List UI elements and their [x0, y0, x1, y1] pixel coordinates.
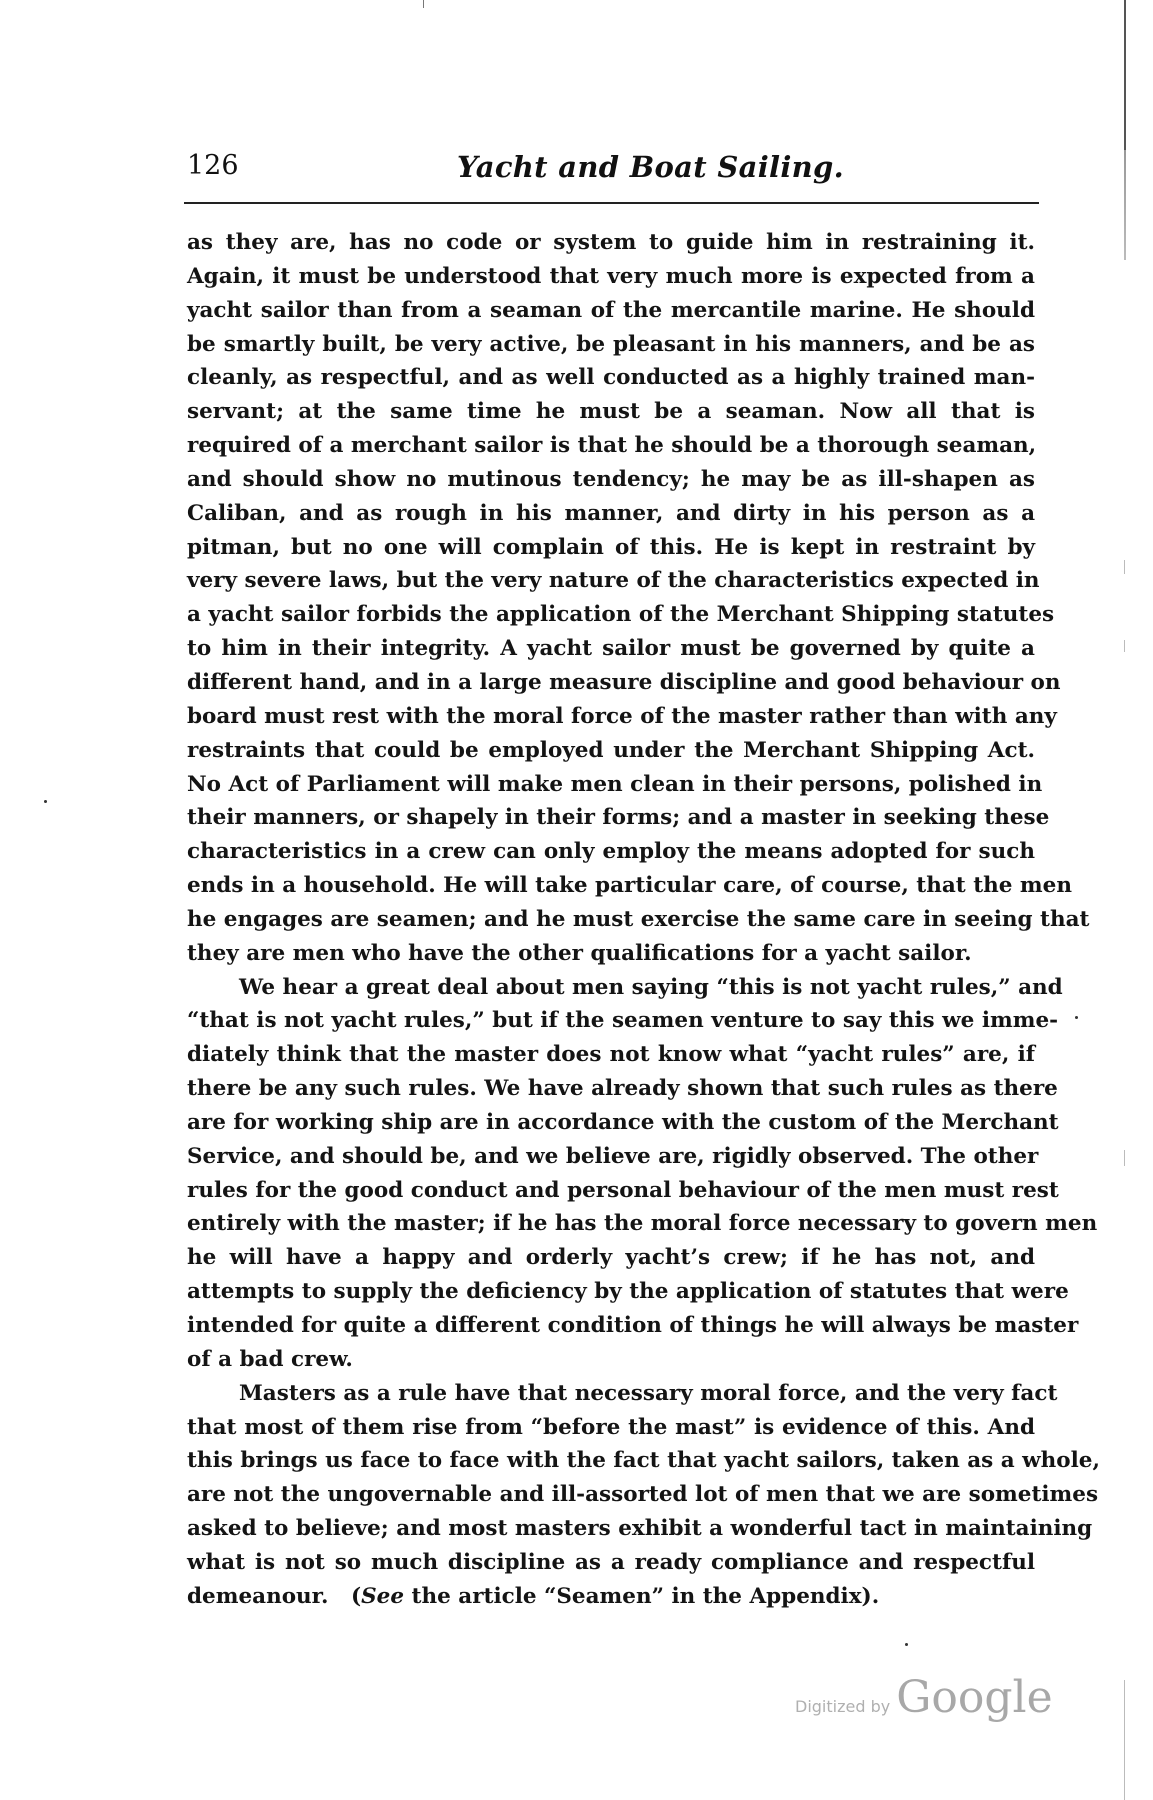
header-rule — [184, 202, 1039, 204]
scan-speck — [44, 800, 47, 803]
text-line: No Act of Parliament will make men clean in their persons, polished in — [187, 771, 1043, 797]
scan-speck — [905, 1643, 908, 1646]
text-line: as they are, has no code or system to guide him in restraining it. — [187, 230, 1035, 255]
page-header — [187, 150, 1037, 194]
text-line: characteristics in a crew can only employ the means adopted for such — [187, 839, 1035, 865]
text-line: of a bad crew. — [187, 1346, 353, 1372]
page-edge-dash — [1124, 1150, 1125, 1166]
page-edge-line — [1124, 0, 1126, 1800]
running-title: Yacht and Boat Sailing. — [457, 150, 845, 184]
text-line: required of a merchant sailor is that he should be a thorough seaman, — [187, 433, 1037, 459]
text-line: diately think that the master does not know what “yacht rules” are, if — [187, 1042, 1035, 1068]
body-text — [187, 226, 1100, 1614]
text-line: they are men who have the other qualifications for a yacht sailor. — [187, 940, 972, 966]
scan-speck — [1075, 1016, 1078, 1019]
text-line: ends in a household. He will take particular care, of course, that the men — [187, 873, 1072, 899]
text-line: be smartly built, be very active, be pleasant in his manners, and be as — [187, 331, 1035, 357]
paragraph-2 — [187, 971, 1098, 1377]
text-line: Again, it must be understood that very much more is expected from a — [187, 263, 1035, 289]
text-line: Service, and should be, and we believe are, rigidly observed. The other — [187, 1143, 1039, 1169]
watermark-prefix: Digitized by — [795, 1697, 891, 1716]
final-text-before: demeanour. ( — [187, 1583, 362, 1609]
text-line: Caliban, and as rough in his manner, and dirty in his person as a — [187, 500, 1035, 526]
text-line: a yacht sailor forbids the application of the Merchant Shipping statutes — [187, 602, 1055, 628]
text-line: servant; at the same time he must be a seaman. Now all that is — [187, 399, 1035, 425]
text-line: very severe laws, but the very nature of the characteristics expected in — [187, 568, 1040, 594]
text-line: and should show no mutinous tendency; he may be as ill-shapen as — [187, 466, 1035, 492]
scan-mark — [423, 0, 424, 8]
page-number: 126 — [187, 150, 239, 181]
text-line: entirely with the master; if he has the moral force necessary to govern men — [187, 1211, 1098, 1237]
text-line: this brings us face to face with the fact that yacht sailors, taken as a whole, — [187, 1448, 1100, 1474]
text-line: different hand, and in a large measure discipline and good behaviour on — [187, 669, 1061, 695]
text-line: restraints that could be employed under the Merchant Shipping Act. — [187, 737, 1035, 763]
watermark-brand: Google — [896, 1672, 1053, 1723]
page-edge-dash — [1124, 640, 1125, 652]
text-line: We hear a great deal about men saying “this is not yacht rules,” and — [239, 974, 1063, 1000]
page-edge-dash — [1124, 1680, 1125, 1800]
text-line: are for working ship are in accordance with the custom of the Merchant — [187, 1109, 1059, 1135]
text-line: he engages are seamen; and he must exercise the same care in seeing that — [187, 906, 1090, 932]
text-line: yacht sailor than from a seaman of the mercantile marine. He should — [187, 297, 1035, 323]
final-text-after: the article “Seamen” in the Appendix). — [404, 1583, 880, 1609]
text-line: he will have a happy and orderly yacht’s crew; if he has not, and — [187, 1245, 1035, 1271]
final-text-italic: See — [361, 1583, 405, 1609]
text-line: to him in their integrity. A yacht sailor must be governed by quite a — [187, 636, 1035, 662]
text-line: attempts to supply the deficiency by the application of statutes that were — [187, 1279, 1069, 1305]
paragraph-3 — [187, 1377, 1100, 1614]
text-line: what is not so much discipline as a ready compliance and respectful — [187, 1549, 1035, 1575]
text-line: their manners, or shapely in their forms; and a master in seeking these — [187, 805, 1050, 831]
digitized-by-google-watermark — [795, 1672, 1053, 1723]
text-line: that most of them rise from “before the mast” is evidence of this. And — [187, 1414, 1035, 1440]
text-line-final — [187, 1580, 1035, 1614]
text-line: board must rest with the moral force of the master rather than with any — [187, 703, 1057, 729]
page-edge-dash — [1124, 560, 1125, 574]
text-line: are not the ungovernable and ill-assorted lot of men that we are sometimes — [187, 1482, 1099, 1508]
text-line: “that is not yacht rules,” but if the seamen venture to say this we imme- — [187, 1008, 1059, 1034]
text-line: asked to believe; and most masters exhibit a wonderful tact in maintaining — [187, 1516, 1093, 1542]
text-line: intended for quite a different condition of things he will always be master — [187, 1313, 1079, 1338]
text-line: rules for the good conduct and personal behaviour of the men must rest — [187, 1177, 1059, 1203]
text-line: there be any such rules. We have already shown that such rules as there — [187, 1076, 1058, 1102]
text-line: cleanly, as respectful, and as well conducted as a highly trained man- — [187, 365, 1035, 391]
text-line: Masters as a rule have that necessary moral force, and the very fact — [239, 1380, 1058, 1406]
paragraph-1 — [187, 226, 1090, 971]
text-line: pitman, but no one will complain of this. He is kept in restraint by — [187, 534, 1035, 560]
